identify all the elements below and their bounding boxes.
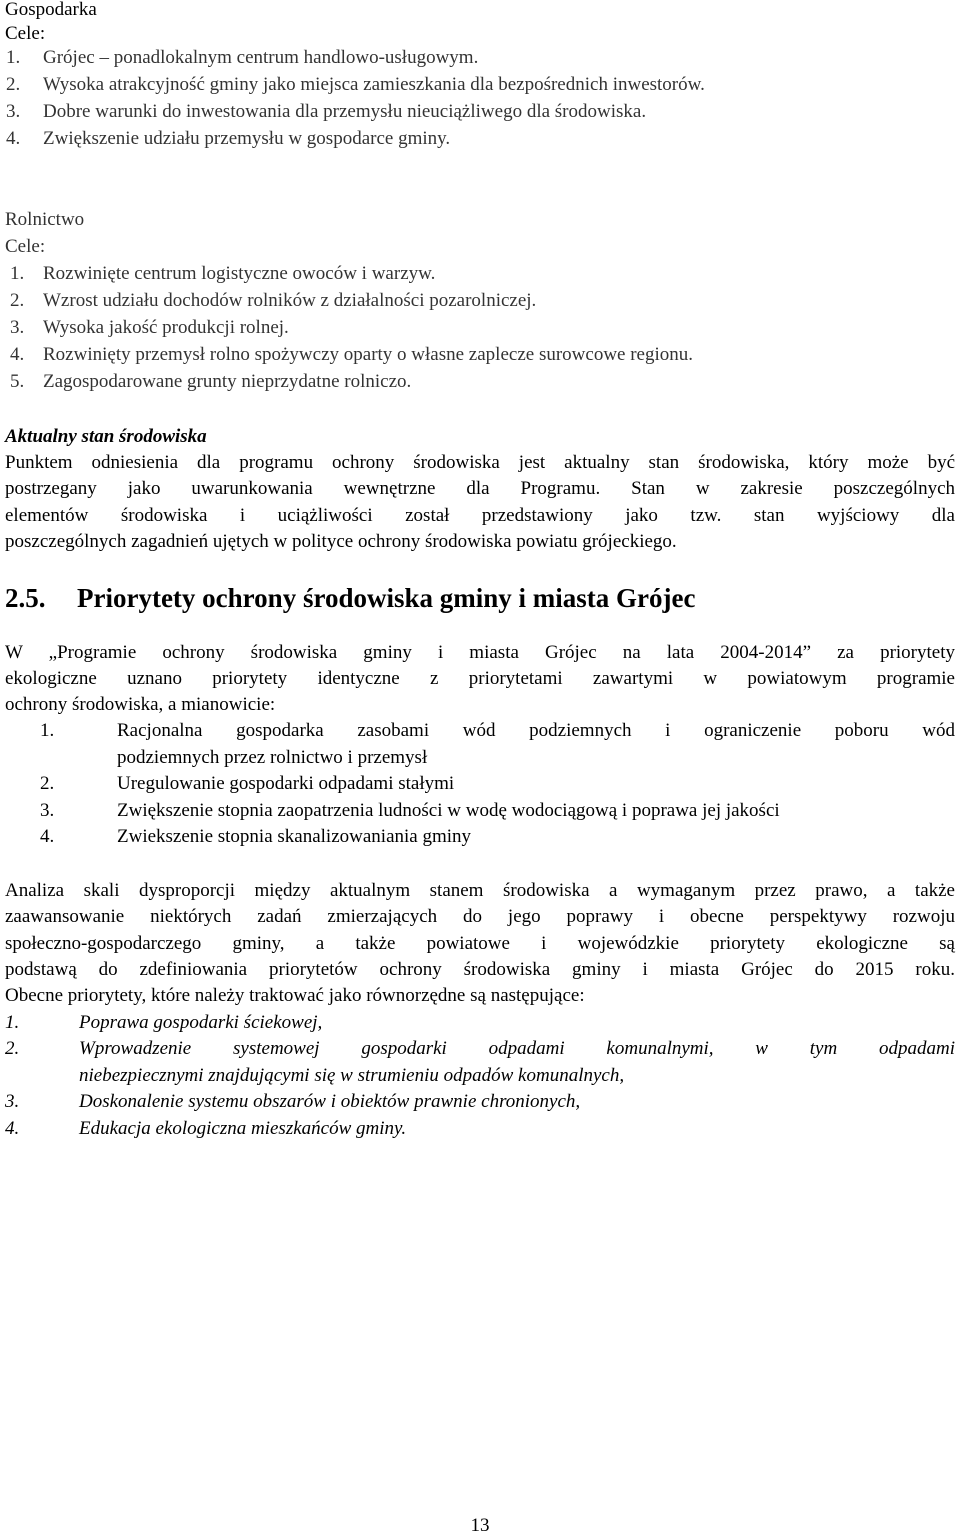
- aktualny-stan-line: poszczególnych zagadnień ujętych w polityce ochrony środowiska powiatu grójeckiego.: [5, 531, 677, 552]
- section-heading: [5, 580, 695, 616]
- list-item: 1. Rozwinięte centrum logistyczne owoców i warzyw.: [10, 263, 436, 284]
- analiza-line: podstawą do zdefiniowania priorytetów ochrony środowiska gminy i miasta Grójec do 2015 roku.: [5, 959, 955, 980]
- list-item: 5. Zagospodarowane grunty nieprzydatne rolniczo.: [10, 371, 412, 392]
- aktualny-stan-line: Punktem odniesienia dla programu ochrony środowiska jest aktualny stan środowiska, który może być: [5, 452, 955, 473]
- list-item: 1. Racjonalna gospodarka zasobami wód podziemnych i ograniczenie poboru wód: [40, 720, 955, 741]
- analiza-line: Obecne priorytety, które należy traktować jako równorzędne są następujące:: [5, 985, 585, 1006]
- list-item-continuation: podziemnych przez rolnictwo i przemysł: [117, 747, 428, 768]
- program-intro-line: ochrony środowiska, a mianowicie:: [5, 694, 276, 715]
- page-number: 13: [470, 1515, 490, 1536]
- analiza-line: zaawansowanie niektórych zadań zmierzających do jego poprawy i obecne perspektywy rozwoju: [5, 906, 955, 927]
- list-item-continuation: niebezpiecznymi znajdującymi się w strumieniu odpadów komunalnych,: [79, 1065, 625, 1086]
- program-intro-line: ekologiczne uznano priorytety identyczne z priorytetami zawartymi w powiatowym programie: [5, 668, 955, 689]
- analiza-line: społeczno-gospodarczego gminy, a także powiatowe i wojewódzkie priorytety ekologiczne są: [5, 933, 955, 954]
- rolnictwo-title: Rolnictwo: [5, 209, 85, 230]
- aktualny-stan-line: elementów środowiska i uciążliwości został przedstawiony jako tzw. stan wyjściowy dla: [5, 505, 955, 526]
- list-item: 3. Wysoka jakość produkcji rolnej.: [10, 317, 289, 338]
- program-intro-line: W „Programie ochrony środowiska gminy i miasta Grójec na lata 2004-2014” za priorytety: [5, 642, 955, 663]
- aktualny-stan-title: Aktualny stan środowiska: [5, 426, 207, 447]
- gospodarka-title: Gospodarka: [5, 0, 97, 20]
- document-page: Gospodarka Cele: 1. Grójec – ponadlokalnym centrum handlowo-usługowym. 2. Wysoka atrakcyjność gminy jako miejsca zamieszkania dla bezpośrednich inwestorów. 3. Dobre warunki do inwestowania dla przemysłu nieuciążliwego dla środowiska. 4. Zwiększenie udziału przemysłu w gospodarce gminy. Rolnictwo Cele: 1. Rozwinięte centrum logistyczne owoców i warzyw. 2. Wzrost udziału dochodów rolników z działalności pozarolniczej. 3. Wysoka jakość produkcji rolnej. 4. Rozwinięty przemysł rolno spożywczy oparty o własne zaplecze surowcowe regionu. 5. Zagospodarowane grunty nieprzydatne rolniczo. Aktualny stan środowiska Punktem odniesienia dla programu ochrony środowiska jest aktualny stan środowiska, który może być postrzegany jako uwarunkowania wewnętrzne dla Programu. Stan w zakresie poszczególnych elementów środowiska i uciążliwości został przedstawiony jako tzw. stan wyjściowy dla poszczególnych zagadnień ujętych w polityce ochrony środowiska powiatu grójeckiego. 2.5. Priorytety ochrony środowiska gminy i miasta Grójec W „Programie ochrony środowiska gminy i miasta Grójec na lata 2004-2014” za priorytety ekologiczne uznano priorytety identyczne z priorytetami zawartymi w powiatowym programie ochrony środowiska, a mianowicie: 1. Racjonalna gospodarka zasobami wód podziemnych i ograniczenie poboru wód podziemnych przez rolnictwo i przemysł 2. Uregulowanie gospodarki odpadami stałymi 3. Zwiększenie stopnia zaopatrzenia ludności w wodę wodociągową i poprawa jej jakości 4. Zwiekszenie stopnia skanalizowaniania gminy Analiza skali dysproporcji między aktualnym stanem środowiska a wymaganym przez prawo, a także zaawansowanie niektórych zadań zmierzających do jego poprawy i obecne perspektywy rozwoju społeczno-gospodarczego gminy, a także powiatowe i wojewódzkie priorytety ekologiczne są podstawą do zdefiniowania priorytetów ochrony środowiska gminy i miasta Grójec do 2015 roku. Obecne priorytety, które należy traktować jako równorzędne są następujące: 1. Poprawa gospodarki ściekowej, 2. Wprowadzenie systemowej gospodarki odpadami komunalnymi, w tym odpadami niebezpiecznymi znajdującymi się w strumieniu odpadów komunalnych, 3. Doskonalenie systemu obszarów i obiektów prawnie chronionych, 4. Edukacja ekologiczna mieszkańców gminy. 13: [0, 0, 960, 1537]
- analiza-line: Analiza skali dysproporcji między aktualnym stanem środowiska a wymaganym przez prawo, a także: [5, 880, 955, 901]
- section-number: 2.5.: [5, 583, 46, 613]
- list-item: 4. Rozwinięty przemysł rolno spożywczy oparty o własne zaplecze surowcowe regionu.: [10, 344, 694, 365]
- list-item: 4. Zwiększenie udziału przemysłu w gospodarce gminy.: [6, 128, 451, 149]
- list-item: 2. Wysoka atrakcyjność gminy jako miejsca zamieszkania dla bezpośrednich inwestorów.: [6, 74, 705, 95]
- rolnictwo-cele-label: Cele:: [5, 236, 46, 257]
- aktualny-stan-line: postrzegany jako uwarunkowania wewnętrzne dla Programu. Stan w zakresie poszczególnych: [5, 478, 955, 499]
- list-item: 2. Wprowadzenie systemowej gospodarki odpadami komunalnymi, w tym odpadami: [5, 1038, 955, 1059]
- gospodarka-cele-label: Cele:: [5, 23, 46, 44]
- list-item: 3. Dobre warunki do inwestowania dla przemysłu nieuciążliwego dla środowiska.: [6, 101, 647, 122]
- list-item: 2. Wzrost udziału dochodów rolników z działalności pozarolniczej.: [10, 290, 537, 311]
- list-item: 1. Grójec – ponadlokalnym centrum handlowo-usługowym.: [6, 47, 479, 68]
- section-title: Priorytety ochrony środowiska gminy i miasta Grójec: [77, 583, 696, 613]
